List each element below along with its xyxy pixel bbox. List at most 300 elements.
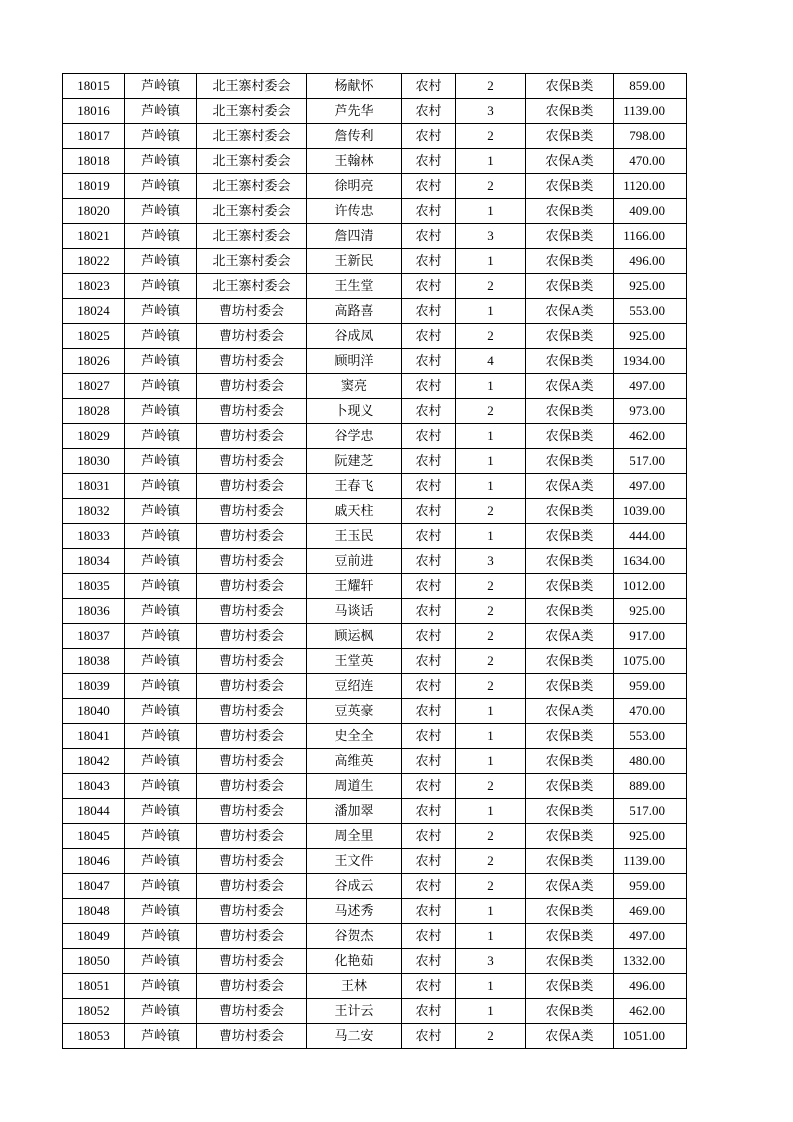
table-row (63, 699, 687, 724)
cell-amount: 1934.00 (614, 349, 687, 374)
cell-person-name: 高路喜 (307, 299, 402, 324)
cell-village-committee: 曹坊村委会 (197, 974, 307, 999)
cell-town: 芦岭镇 (125, 799, 197, 824)
cell-village-committee: 北王寨村委会 (197, 174, 307, 199)
table-row (63, 99, 687, 124)
cell-insurance-category: 农保B类 (526, 974, 614, 999)
cell-amount: 444.00 (614, 524, 687, 549)
cell-household-type: 农村 (402, 1024, 456, 1049)
cell-person-name: 谷学忠 (307, 424, 402, 449)
cell-amount: 1332.00 (614, 949, 687, 974)
cell-person-count: 1 (456, 524, 526, 549)
cell-insurance-category: 农保B类 (526, 199, 614, 224)
table-row (63, 649, 687, 674)
cell-household-type: 农村 (402, 249, 456, 274)
cell-amount: 496.00 (614, 249, 687, 274)
cell-insurance-category: 农保B类 (526, 274, 614, 299)
cell-person-count: 1 (456, 999, 526, 1024)
cell-insurance-category: 农保B类 (526, 574, 614, 599)
table-row (63, 549, 687, 574)
cell-town: 芦岭镇 (125, 249, 197, 274)
cell-village-committee: 曹坊村委会 (197, 324, 307, 349)
cell-id: 18048 (63, 899, 125, 924)
cell-person-name: 马谈话 (307, 599, 402, 624)
cell-id: 18027 (63, 374, 125, 399)
cell-id: 18052 (63, 999, 125, 1024)
cell-village-committee: 北王寨村委会 (197, 149, 307, 174)
cell-id: 18050 (63, 949, 125, 974)
cell-household-type: 农村 (402, 899, 456, 924)
cell-person-count: 1 (456, 249, 526, 274)
cell-amount: 1120.00 (614, 174, 687, 199)
cell-town: 芦岭镇 (125, 649, 197, 674)
cell-person-name: 潘加翠 (307, 799, 402, 824)
cell-town: 芦岭镇 (125, 599, 197, 624)
cell-amount: 959.00 (614, 874, 687, 899)
cell-household-type: 农村 (402, 974, 456, 999)
cell-town: 芦岭镇 (125, 674, 197, 699)
cell-insurance-category: 农保B类 (526, 924, 614, 949)
cell-id: 18024 (63, 299, 125, 324)
cell-insurance-category: 农保B类 (526, 524, 614, 549)
cell-insurance-category: 农保B类 (526, 249, 614, 274)
cell-village-committee: 曹坊村委会 (197, 649, 307, 674)
cell-insurance-category: 农保B类 (526, 449, 614, 474)
cell-amount: 409.00 (614, 199, 687, 224)
cell-household-type: 农村 (402, 849, 456, 874)
cell-insurance-category: 农保B类 (526, 749, 614, 774)
cell-person-count: 2 (456, 849, 526, 874)
cell-insurance-category: 农保B类 (526, 124, 614, 149)
cell-household-type: 农村 (402, 599, 456, 624)
table-row (63, 849, 687, 874)
cell-village-committee: 北王寨村委会 (197, 249, 307, 274)
cell-village-committee: 北王寨村委会 (197, 99, 307, 124)
cell-id: 18023 (63, 274, 125, 299)
cell-insurance-category: 农保B类 (526, 999, 614, 1024)
table-row (63, 674, 687, 699)
cell-village-committee: 曹坊村委会 (197, 1024, 307, 1049)
table-row (63, 274, 687, 299)
cell-household-type: 农村 (402, 549, 456, 574)
cell-town: 芦岭镇 (125, 449, 197, 474)
table-row (63, 199, 687, 224)
cell-amount: 496.00 (614, 974, 687, 999)
cell-person-count: 4 (456, 349, 526, 374)
cell-town: 芦岭镇 (125, 324, 197, 349)
table-row (63, 774, 687, 799)
cell-town: 芦岭镇 (125, 999, 197, 1024)
cell-town: 芦岭镇 (125, 199, 197, 224)
cell-person-count: 1 (456, 699, 526, 724)
cell-id: 18045 (63, 824, 125, 849)
cell-person-name: 周全里 (307, 824, 402, 849)
cell-person-count: 3 (456, 224, 526, 249)
cell-village-committee: 曹坊村委会 (197, 624, 307, 649)
cell-household-type: 农村 (402, 724, 456, 749)
cell-household-type: 农村 (402, 424, 456, 449)
cell-town: 芦岭镇 (125, 874, 197, 899)
cell-amount: 925.00 (614, 324, 687, 349)
cell-amount: 917.00 (614, 624, 687, 649)
cell-person-name: 谷成云 (307, 874, 402, 899)
cell-insurance-category: 农保A类 (526, 474, 614, 499)
cell-village-committee: 曹坊村委会 (197, 824, 307, 849)
cell-person-count: 1 (456, 149, 526, 174)
cell-person-name: 王生堂 (307, 274, 402, 299)
cell-person-count: 2 (456, 499, 526, 524)
cell-person-count: 1 (456, 474, 526, 499)
cell-insurance-category: 农保A类 (526, 299, 614, 324)
cell-household-type: 农村 (402, 124, 456, 149)
table-row (63, 599, 687, 624)
cell-household-type: 农村 (402, 474, 456, 499)
cell-village-committee: 曹坊村委会 (197, 699, 307, 724)
cell-town: 芦岭镇 (125, 749, 197, 774)
cell-id: 18017 (63, 124, 125, 149)
table-row (63, 524, 687, 549)
cell-insurance-category: 农保A类 (526, 149, 614, 174)
cell-town: 芦岭镇 (125, 174, 197, 199)
cell-village-committee: 曹坊村委会 (197, 899, 307, 924)
cell-village-committee: 曹坊村委会 (197, 574, 307, 599)
cell-id: 18047 (63, 874, 125, 899)
records-table (62, 73, 687, 1049)
table-row (63, 149, 687, 174)
cell-person-name: 豆绍连 (307, 674, 402, 699)
cell-id: 18015 (63, 74, 125, 99)
cell-person-count: 3 (456, 549, 526, 574)
cell-amount: 497.00 (614, 924, 687, 949)
table-row (63, 499, 687, 524)
cell-village-committee: 北王寨村委会 (197, 274, 307, 299)
cell-id: 18046 (63, 849, 125, 874)
cell-person-count: 2 (456, 1024, 526, 1049)
cell-town: 芦岭镇 (125, 424, 197, 449)
cell-town: 芦岭镇 (125, 524, 197, 549)
cell-insurance-category: 农保A类 (526, 874, 614, 899)
cell-id: 18022 (63, 249, 125, 274)
cell-amount: 480.00 (614, 749, 687, 774)
cell-amount: 469.00 (614, 899, 687, 924)
cell-insurance-category: 农保A类 (526, 624, 614, 649)
cell-insurance-category: 农保B类 (526, 99, 614, 124)
cell-id: 18029 (63, 424, 125, 449)
cell-person-count: 2 (456, 649, 526, 674)
cell-id: 18039 (63, 674, 125, 699)
cell-town: 芦岭镇 (125, 499, 197, 524)
cell-household-type: 农村 (402, 399, 456, 424)
cell-household-type: 农村 (402, 699, 456, 724)
cell-person-name: 杨献怀 (307, 74, 402, 99)
cell-town: 芦岭镇 (125, 824, 197, 849)
cell-village-committee: 北王寨村委会 (197, 199, 307, 224)
cell-village-committee: 曹坊村委会 (197, 799, 307, 824)
cell-amount: 497.00 (614, 474, 687, 499)
cell-id: 18021 (63, 224, 125, 249)
cell-town: 芦岭镇 (125, 349, 197, 374)
cell-village-committee: 曹坊村委会 (197, 349, 307, 374)
cell-amount: 1139.00 (614, 99, 687, 124)
cell-person-count: 2 (456, 774, 526, 799)
cell-village-committee: 曹坊村委会 (197, 474, 307, 499)
cell-insurance-category: 农保A类 (526, 699, 614, 724)
cell-amount: 1166.00 (614, 224, 687, 249)
cell-town: 芦岭镇 (125, 149, 197, 174)
cell-amount: 553.00 (614, 724, 687, 749)
cell-town: 芦岭镇 (125, 949, 197, 974)
table-row (63, 574, 687, 599)
cell-person-count: 3 (456, 99, 526, 124)
cell-person-name: 马述秀 (307, 899, 402, 924)
cell-amount: 1051.00 (614, 1024, 687, 1049)
cell-household-type: 农村 (402, 99, 456, 124)
cell-insurance-category: 农保B类 (526, 174, 614, 199)
table-row (63, 174, 687, 199)
cell-person-count: 1 (456, 449, 526, 474)
cell-insurance-category: 农保A类 (526, 1024, 614, 1049)
cell-amount: 470.00 (614, 149, 687, 174)
cell-person-name: 顾明洋 (307, 349, 402, 374)
cell-id: 18038 (63, 649, 125, 674)
cell-id: 18030 (63, 449, 125, 474)
cell-person-count: 2 (456, 824, 526, 849)
cell-household-type: 农村 (402, 274, 456, 299)
cell-person-name: 许传忠 (307, 199, 402, 224)
cell-town: 芦岭镇 (125, 974, 197, 999)
cell-id: 18051 (63, 974, 125, 999)
cell-person-name: 王文件 (307, 849, 402, 874)
cell-id: 18026 (63, 349, 125, 374)
cell-person-name: 谷贺杰 (307, 924, 402, 949)
cell-household-type: 农村 (402, 74, 456, 99)
table-row (63, 124, 687, 149)
cell-household-type: 农村 (402, 874, 456, 899)
cell-amount: 859.00 (614, 74, 687, 99)
cell-household-type: 农村 (402, 524, 456, 549)
cell-id: 18020 (63, 199, 125, 224)
cell-person-count: 2 (456, 874, 526, 899)
cell-town: 芦岭镇 (125, 274, 197, 299)
cell-household-type: 农村 (402, 224, 456, 249)
cell-household-type: 农村 (402, 174, 456, 199)
cell-village-committee: 曹坊村委会 (197, 499, 307, 524)
cell-household-type: 农村 (402, 674, 456, 699)
cell-household-type: 农村 (402, 324, 456, 349)
cell-village-committee: 北王寨村委会 (197, 124, 307, 149)
cell-amount: 959.00 (614, 674, 687, 699)
cell-person-name: 史全全 (307, 724, 402, 749)
cell-amount: 973.00 (614, 399, 687, 424)
table-row (63, 749, 687, 774)
cell-amount: 553.00 (614, 299, 687, 324)
table-body (63, 74, 687, 1049)
cell-amount: 1012.00 (614, 574, 687, 599)
cell-amount: 462.00 (614, 999, 687, 1024)
cell-amount: 1039.00 (614, 499, 687, 524)
cell-amount: 925.00 (614, 274, 687, 299)
cell-amount: 925.00 (614, 824, 687, 849)
cell-id: 18018 (63, 149, 125, 174)
cell-amount: 798.00 (614, 124, 687, 149)
cell-village-committee: 曹坊村委会 (197, 999, 307, 1024)
cell-person-count: 1 (456, 374, 526, 399)
cell-insurance-category: 农保B类 (526, 799, 614, 824)
table-row (63, 74, 687, 99)
cell-insurance-category: 农保B类 (526, 899, 614, 924)
cell-insurance-category: 农保B类 (526, 324, 614, 349)
cell-person-count: 1 (456, 924, 526, 949)
cell-town: 芦岭镇 (125, 374, 197, 399)
cell-insurance-category: 农保B类 (526, 849, 614, 874)
cell-amount: 889.00 (614, 774, 687, 799)
table-row (63, 924, 687, 949)
cell-village-committee: 曹坊村委会 (197, 774, 307, 799)
table-row (63, 349, 687, 374)
cell-person-name: 谷成凤 (307, 324, 402, 349)
cell-household-type: 农村 (402, 799, 456, 824)
cell-household-type: 农村 (402, 949, 456, 974)
cell-id: 18049 (63, 924, 125, 949)
cell-person-count: 2 (456, 674, 526, 699)
cell-insurance-category: 农保B类 (526, 349, 614, 374)
table-row (63, 299, 687, 324)
cell-person-name: 王林 (307, 974, 402, 999)
cell-household-type: 农村 (402, 149, 456, 174)
cell-insurance-category: 农保B类 (526, 424, 614, 449)
cell-person-count: 1 (456, 424, 526, 449)
cell-amount: 470.00 (614, 699, 687, 724)
table-row (63, 899, 687, 924)
cell-insurance-category: 农保B类 (526, 599, 614, 624)
table-row (63, 624, 687, 649)
cell-insurance-category: 农保B类 (526, 399, 614, 424)
cell-person-count: 2 (456, 124, 526, 149)
cell-household-type: 农村 (402, 499, 456, 524)
cell-person-name: 王耀轩 (307, 574, 402, 599)
cell-household-type: 农村 (402, 624, 456, 649)
table-row (63, 399, 687, 424)
cell-insurance-category: 农保B类 (526, 824, 614, 849)
cell-person-count: 2 (456, 324, 526, 349)
cell-village-committee: 曹坊村委会 (197, 924, 307, 949)
cell-id: 18033 (63, 524, 125, 549)
cell-person-name: 戚天柱 (307, 499, 402, 524)
cell-person-name: 豆前进 (307, 549, 402, 574)
table-row (63, 374, 687, 399)
cell-person-count: 1 (456, 199, 526, 224)
cell-person-count: 1 (456, 299, 526, 324)
cell-village-committee: 曹坊村委会 (197, 299, 307, 324)
cell-town: 芦岭镇 (125, 774, 197, 799)
cell-id: 18037 (63, 624, 125, 649)
cell-town: 芦岭镇 (125, 1024, 197, 1049)
cell-household-type: 农村 (402, 374, 456, 399)
cell-amount: 497.00 (614, 374, 687, 399)
cell-id: 18035 (63, 574, 125, 599)
cell-household-type: 农村 (402, 924, 456, 949)
cell-amount: 1634.00 (614, 549, 687, 574)
cell-person-count: 2 (456, 74, 526, 99)
cell-household-type: 农村 (402, 824, 456, 849)
cell-id: 18053 (63, 1024, 125, 1049)
cell-household-type: 农村 (402, 574, 456, 599)
cell-insurance-category: 农保B类 (526, 499, 614, 524)
cell-insurance-category: 农保B类 (526, 224, 614, 249)
cell-town: 芦岭镇 (125, 299, 197, 324)
cell-id: 18043 (63, 774, 125, 799)
cell-person-count: 2 (456, 399, 526, 424)
table-row (63, 249, 687, 274)
cell-household-type: 农村 (402, 749, 456, 774)
cell-village-committee: 曹坊村委会 (197, 849, 307, 874)
cell-village-committee: 曹坊村委会 (197, 874, 307, 899)
cell-person-name: 顾运枫 (307, 624, 402, 649)
cell-village-committee: 曹坊村委会 (197, 449, 307, 474)
cell-person-name: 卜现义 (307, 399, 402, 424)
table-row (63, 724, 687, 749)
cell-village-committee: 曹坊村委会 (197, 724, 307, 749)
cell-id: 18019 (63, 174, 125, 199)
cell-amount: 1075.00 (614, 649, 687, 674)
cell-insurance-category: 农保B类 (526, 549, 614, 574)
cell-household-type: 农村 (402, 449, 456, 474)
cell-insurance-category: 农保B类 (526, 774, 614, 799)
cell-town: 芦岭镇 (125, 574, 197, 599)
cell-person-count: 2 (456, 574, 526, 599)
cell-person-count: 3 (456, 949, 526, 974)
table-row (63, 424, 687, 449)
cell-person-name: 阮建芝 (307, 449, 402, 474)
cell-town: 芦岭镇 (125, 124, 197, 149)
cell-id: 18041 (63, 724, 125, 749)
cell-id: 18031 (63, 474, 125, 499)
cell-id: 18034 (63, 549, 125, 574)
table-row (63, 799, 687, 824)
cell-village-committee: 曹坊村委会 (197, 424, 307, 449)
cell-id: 18028 (63, 399, 125, 424)
cell-person-name: 王新民 (307, 249, 402, 274)
cell-person-count: 2 (456, 174, 526, 199)
cell-town: 芦岭镇 (125, 849, 197, 874)
cell-household-type: 农村 (402, 999, 456, 1024)
cell-amount: 517.00 (614, 449, 687, 474)
cell-person-name: 芦先华 (307, 99, 402, 124)
table-row (63, 999, 687, 1024)
cell-person-name: 徐明亮 (307, 174, 402, 199)
cell-insurance-category: 农保B类 (526, 74, 614, 99)
cell-person-name: 詹四清 (307, 224, 402, 249)
cell-person-count: 1 (456, 724, 526, 749)
cell-town: 芦岭镇 (125, 474, 197, 499)
cell-id: 18040 (63, 699, 125, 724)
cell-insurance-category: 农保B类 (526, 949, 614, 974)
cell-town: 芦岭镇 (125, 624, 197, 649)
cell-household-type: 农村 (402, 649, 456, 674)
cell-town: 芦岭镇 (125, 549, 197, 574)
cell-town: 芦岭镇 (125, 924, 197, 949)
cell-town: 芦岭镇 (125, 724, 197, 749)
cell-village-committee: 曹坊村委会 (197, 549, 307, 574)
cell-insurance-category: 农保B类 (526, 674, 614, 699)
cell-person-name: 马二安 (307, 1024, 402, 1049)
cell-person-name: 王翰林 (307, 149, 402, 174)
cell-person-name: 周道生 (307, 774, 402, 799)
cell-village-committee: 曹坊村委会 (197, 599, 307, 624)
cell-person-count: 1 (456, 749, 526, 774)
table-row (63, 874, 687, 899)
cell-town: 芦岭镇 (125, 74, 197, 99)
